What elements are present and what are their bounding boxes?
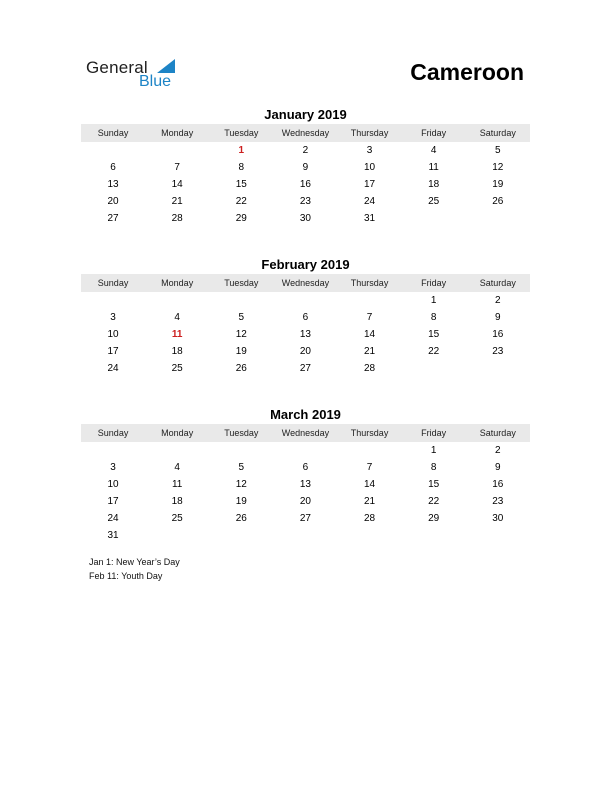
day-cell: 2	[495, 445, 501, 456]
day-cell: 13	[299, 479, 311, 490]
day-cell: 6	[302, 462, 309, 473]
weekday-header-row	[81, 424, 530, 442]
week-row	[81, 360, 530, 377]
day-cell: 21	[364, 346, 376, 357]
day-cell: 7	[174, 162, 180, 173]
day-cell: 30	[492, 513, 504, 524]
holiday-day-cell: 11	[171, 329, 183, 340]
day-cell: 24	[107, 363, 119, 374]
day-cell: 19	[492, 179, 504, 190]
day-cell: 21	[171, 196, 183, 207]
week-row	[81, 510, 530, 527]
day-cell: 17	[364, 179, 376, 190]
day-cell: 15	[428, 479, 440, 490]
day-cell: 4	[430, 145, 437, 156]
month-title: February 2019	[261, 257, 350, 272]
weekday-label: Saturday	[479, 428, 516, 438]
day-cell: 29	[428, 513, 440, 524]
day-cell: 9	[302, 162, 309, 173]
weekday-label: Tuesday	[224, 278, 259, 288]
week-row	[81, 176, 530, 193]
day-cell: 10	[107, 329, 119, 340]
day-cell: 14	[364, 329, 376, 340]
day-cell: 7	[366, 462, 373, 473]
week-row	[81, 210, 530, 227]
day-cell: 8	[430, 462, 437, 473]
day-cell: 27	[299, 363, 311, 374]
day-cell: 13	[107, 179, 119, 190]
day-cell: 10	[107, 479, 119, 490]
day-cell: 27	[107, 213, 119, 224]
day-cell: 18	[428, 179, 440, 190]
day-cell: 16	[492, 479, 504, 490]
month-title: January 2019	[264, 107, 347, 122]
weekday-label: Thursday	[350, 278, 389, 288]
day-cell: 14	[171, 179, 183, 190]
weekday-label: Monday	[161, 128, 194, 138]
week-row	[81, 459, 530, 476]
weekday-label: Sunday	[97, 278, 129, 288]
day-cell: 19	[235, 496, 247, 507]
day-cell: 22	[235, 196, 247, 207]
day-cell: 16	[299, 179, 311, 190]
week-row	[81, 343, 530, 360]
weekday-label: Sunday	[97, 428, 129, 438]
day-cell: 4	[174, 312, 180, 323]
week-row	[81, 292, 530, 309]
day-cell: 18	[171, 346, 183, 357]
day-cell: 26	[235, 513, 247, 524]
week-row	[81, 159, 530, 176]
day-cell: 23	[299, 196, 311, 207]
weekday-label: Monday	[161, 278, 194, 288]
weekday-label: Sunday	[97, 128, 129, 138]
day-cell: 5	[238, 312, 245, 323]
day-cell: 2	[302, 145, 309, 156]
month-february	[81, 256, 530, 377]
logo-text-blue: Blue	[139, 73, 172, 90]
week-row	[81, 142, 530, 159]
day-cell: 6	[302, 312, 309, 323]
weekday-label: Thursday	[350, 128, 389, 138]
day-cell: 9	[495, 312, 501, 323]
day-cell: 14	[364, 479, 376, 490]
day-cell: 28	[364, 363, 376, 374]
weekday-header-row	[81, 124, 530, 142]
weekday-label: Monday	[161, 428, 194, 438]
day-cell: 8	[430, 312, 437, 323]
weekday-label: Wednesday	[281, 278, 330, 288]
holiday-note: Feb 11: Youth Day	[89, 571, 163, 581]
day-cell: 15	[235, 179, 247, 190]
day-cell: 30	[299, 213, 311, 224]
weekday-label: Wednesday	[281, 428, 330, 438]
day-cell: 4	[174, 462, 180, 473]
day-cell: 26	[492, 196, 504, 207]
day-cell: 11	[171, 479, 183, 490]
day-cell: 8	[238, 162, 245, 173]
day-cell: 25	[428, 196, 440, 207]
day-cell: 27	[299, 513, 311, 524]
day-cell: 18	[171, 496, 183, 507]
weekday-label: Friday	[421, 428, 447, 438]
day-cell: 1	[430, 445, 437, 456]
day-cell: 25	[171, 513, 183, 524]
day-cell: 10	[364, 162, 376, 173]
day-cell: 24	[364, 196, 376, 207]
day-cell: 31	[364, 213, 376, 224]
day-cell: 17	[107, 346, 119, 357]
day-cell: 25	[171, 363, 183, 374]
logo-text-general: General	[86, 58, 148, 77]
day-cell: 20	[107, 196, 119, 207]
day-cell: 16	[492, 329, 504, 340]
weekday-label: Friday	[421, 128, 447, 138]
day-cell: 23	[492, 496, 504, 507]
generalblue-logo	[86, 56, 196, 96]
week-row	[81, 442, 530, 459]
logo-flag-icon	[157, 59, 175, 73]
week-row	[81, 193, 530, 210]
day-cell: 5	[495, 145, 501, 156]
weekday-header-row	[81, 274, 530, 292]
day-cell: 28	[171, 213, 183, 224]
day-cell: 23	[492, 346, 504, 357]
day-cell: 11	[428, 162, 439, 173]
weekday-label: Tuesday	[224, 428, 259, 438]
weekday-label: Friday	[421, 278, 447, 288]
day-cell: 22	[428, 496, 440, 507]
day-cell: 20	[299, 346, 311, 357]
day-cell: 17	[107, 496, 119, 507]
day-cell: 6	[110, 162, 116, 173]
weekday-label: Tuesday	[224, 128, 259, 138]
holiday-notes	[89, 555, 180, 583]
weekday-label: Saturday	[479, 128, 516, 138]
weekday-label: Thursday	[350, 428, 389, 438]
day-cell: 22	[428, 346, 440, 357]
day-cell: 15	[428, 329, 440, 340]
month-march	[81, 406, 530, 544]
day-cell: 12	[235, 479, 247, 490]
day-cell: 31	[107, 530, 119, 541]
week-row	[81, 476, 530, 493]
day-cell: 29	[235, 213, 247, 224]
day-cell: 13	[299, 329, 311, 340]
day-cell: 2	[495, 295, 501, 306]
day-cell: 1	[430, 295, 437, 306]
day-cell: 3	[366, 145, 373, 156]
weekday-label: Wednesday	[281, 128, 330, 138]
holiday-day-cell: 1	[238, 145, 245, 156]
day-cell: 12	[492, 162, 504, 173]
day-cell: 3	[110, 462, 116, 473]
country-title: Cameroon	[410, 59, 524, 85]
day-cell: 3	[110, 312, 116, 323]
week-row	[81, 309, 530, 326]
month-january	[81, 106, 530, 227]
day-cell: 28	[364, 513, 376, 524]
day-cell: 24	[107, 513, 119, 524]
day-cell: 12	[235, 329, 247, 340]
holiday-note: Jan 1: New Year’s Day	[89, 557, 180, 567]
day-cell: 9	[495, 462, 501, 473]
weekday-label: Saturday	[479, 278, 516, 288]
day-cell: 5	[238, 462, 245, 473]
day-cell: 7	[366, 312, 373, 323]
day-cell: 20	[299, 496, 311, 507]
day-cell: 26	[235, 363, 247, 374]
week-row	[81, 326, 530, 343]
day-cell: 21	[364, 496, 376, 507]
month-title: March 2019	[270, 407, 341, 422]
week-row	[81, 527, 530, 544]
week-row	[81, 493, 530, 510]
day-cell: 19	[235, 346, 247, 357]
